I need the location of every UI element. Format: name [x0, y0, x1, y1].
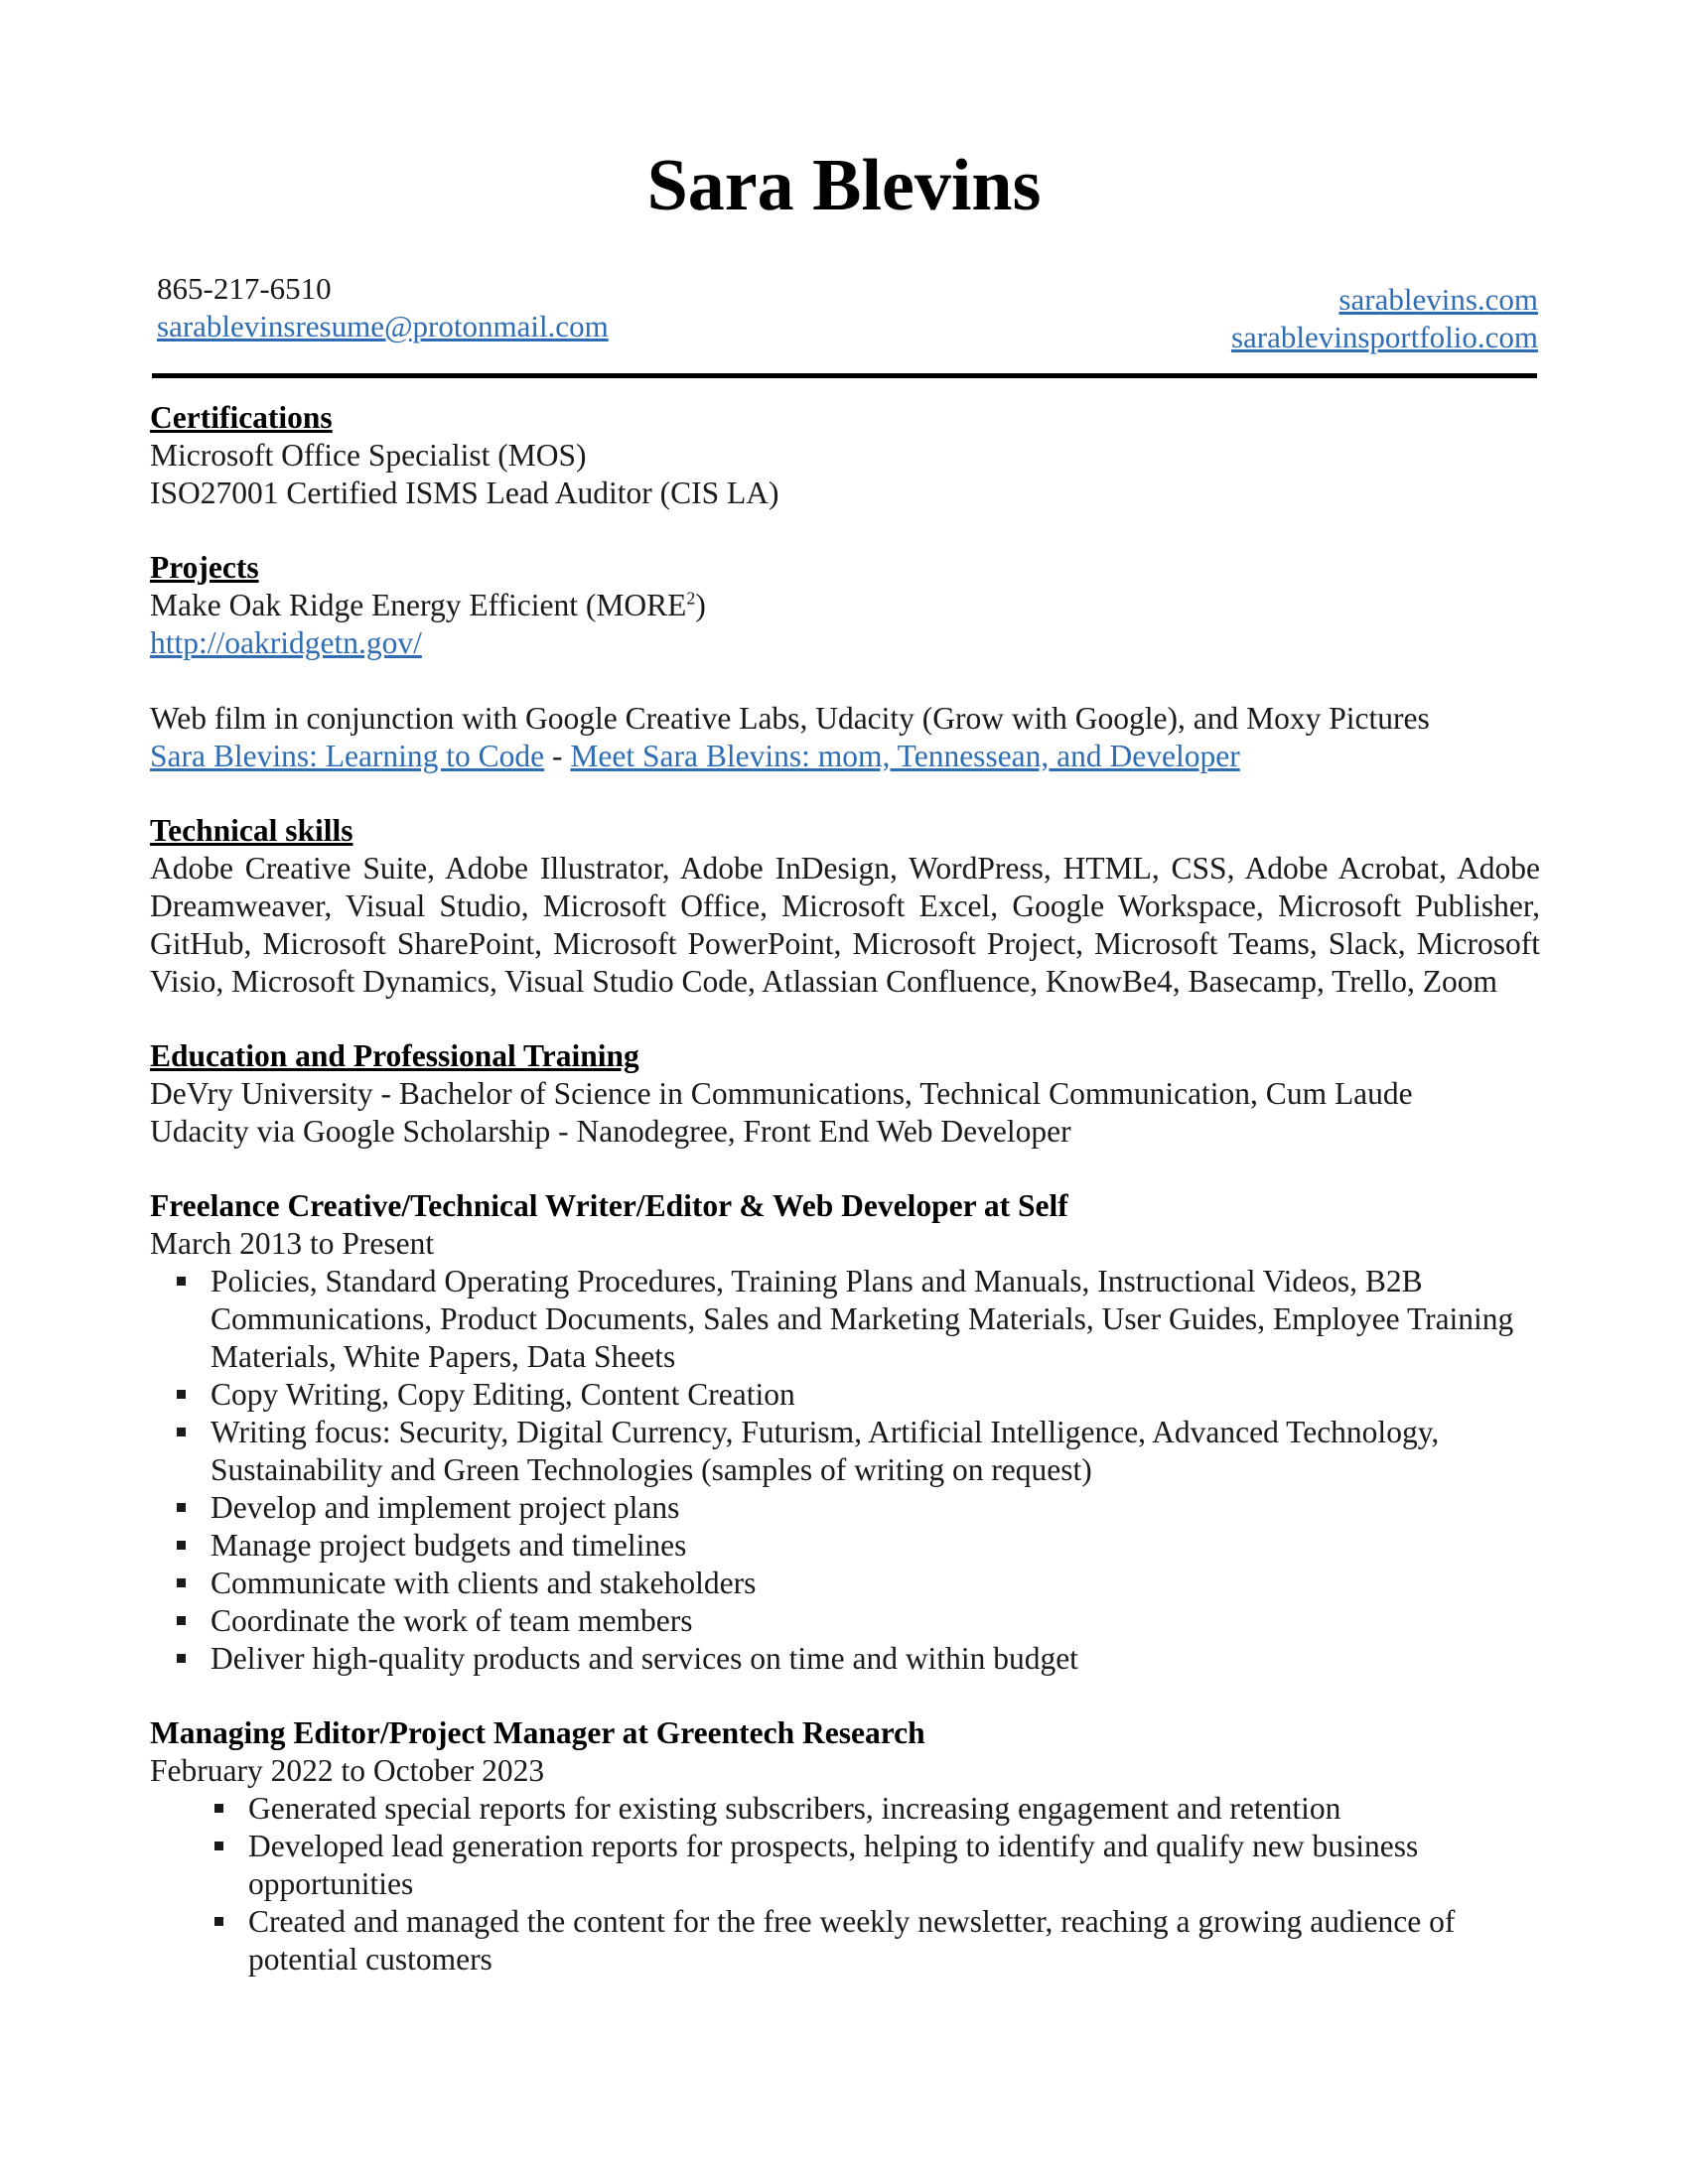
education-section [150, 1037, 1540, 1151]
bullet-square-icon [177, 1277, 186, 1286]
list-item: Communicate with clients and stakeholders [211, 1565, 1540, 1602]
project-description: Web film in conjunction with Google Creative Labs, Udacity (Grow with Google), and Moxy Pictures [150, 701, 1430, 736]
bullet-square-icon [177, 1503, 186, 1512]
list-item: Generated special reports for existing subscribers, increasing engagement and retention [248, 1790, 1540, 1828]
projects-heading: Projects [150, 550, 259, 585]
certifications-heading: Certifications [150, 400, 333, 435]
list-item: Copy Writing, Copy Editing, Content Creation [211, 1376, 1540, 1414]
list-item: Manage project budgets and timelines [211, 1527, 1540, 1565]
certification-item: ISO27001 Certified ISMS Lead Auditor (CIS LA) [150, 476, 779, 510]
bullet-square-icon [177, 1428, 186, 1436]
list-item: Policies, Standard Operating Procedures, Training Plans and Manuals, Instructional Videos, B2B Communications, Product Documents, Sales and Marketing Materials, User Guides, Employee Training Materials, White Papers, Data Sheets [211, 1263, 1540, 1376]
skills-section [150, 812, 1540, 1001]
superscript-2: 2 [686, 588, 696, 609]
bullet-square-icon [214, 1917, 223, 1926]
list-item: Developed lead generation reports for prospects, helping to identify and qualify new business opportunities [248, 1828, 1540, 1903]
phone-number: 865-217-6510 [157, 271, 332, 306]
certification-item: Microsoft Office Specialist (MOS) [150, 438, 587, 473]
job-dates: February 2022 to October 2023 [150, 1753, 545, 1788]
skills-list: Adobe Creative Suite, Adobe Illustrator, Adobe InDesign, WordPress, HTML, CSS, Adobe Acrobat, Adobe Dreamweaver, Visual Studio, Microsoft Office, Microsoft Excel, Google Workspace, Microsoft Publisher, GitHub, Microsoft SharePoint, Microsoft PowerPoint, Microsoft Project, Microsoft Teams, Slack, Microsoft Visio, Microsoft Dynamics, Visual Studio Code, Atlassian Confluence, KnowBe4, Basecamp, Trello, Zoom [150, 851, 1540, 999]
bullet-square-icon [177, 1578, 186, 1587]
projects-section [150, 549, 1540, 775]
education-item: Udacity via Google Scholarship - Nanodegree, Front End Web Developer [150, 1114, 1071, 1149]
resume-body [150, 399, 1540, 2015]
contact-right [1231, 281, 1538, 356]
skills-heading: Technical skills [150, 813, 353, 848]
project-title: Make Oak Ridge Energy Efficient (MORE$^2$) [150, 588, 706, 622]
job-freelance [150, 1187, 1540, 1678]
bullet-square-icon [214, 1804, 223, 1813]
header-divider [152, 373, 1537, 378]
certifications-section [150, 399, 1540, 512]
list-item: Coordinate the work of team members [211, 1602, 1540, 1640]
contact-left [157, 270, 609, 345]
email-link[interactable]: sarablevinsresume@protonmail.com [157, 309, 609, 343]
list-item: Develop and implement project plans [211, 1489, 1540, 1527]
job-dates: March 2013 to Present [150, 1226, 435, 1261]
list-item: Created and managed the content for the free weekly newsletter, reaching a growing audience of potential customers [248, 1903, 1540, 1979]
video-link-learning-to-code[interactable]: Sara Blevins: Learning to Code [150, 739, 545, 773]
bullet-square-icon [177, 1390, 186, 1399]
job-title: Freelance Creative/Technical Writer/Editor & Web Developer at Self [150, 1188, 1068, 1223]
project-link[interactable]: http://oakridgetn.gov/ [150, 625, 422, 660]
list-item: Writing focus: Security, Digital Currency, Futurism, Artificial Intelligence, Advanced Technology, Sustainability and Green Technologies (samples of writing on request) [211, 1414, 1540, 1489]
website-link[interactable]: sarablevins.com [1338, 282, 1538, 317]
portfolio-link[interactable]: sarablevinsportfolio.com [1230, 320, 1538, 354]
education-heading: Education and Professional Training [150, 1038, 639, 1073]
bullet-square-icon [177, 1616, 186, 1625]
bullet-square-icon [214, 1842, 223, 1850]
job-greentech [150, 1714, 1540, 1979]
education-item: DeVry University - Bachelor of Science in Communications, Technical Communication, Cum Laude [150, 1076, 1413, 1111]
job-title: Managing Editor/Project Manager at Greentech Research [150, 1715, 925, 1750]
job-bullets [150, 1790, 1540, 1979]
list-item: Deliver high-quality products and services on time and within budget [211, 1640, 1540, 1678]
job-bullets [150, 1263, 1540, 1678]
bullet-square-icon [177, 1654, 186, 1663]
resume-name: Sara Blevins [646, 145, 1042, 226]
link-separator: - [544, 739, 571, 773]
video-link-meet-sara[interactable]: Meet Sara Blevins: mom, Tennessean, and Developer [570, 739, 1240, 773]
bullet-square-icon [177, 1541, 186, 1550]
